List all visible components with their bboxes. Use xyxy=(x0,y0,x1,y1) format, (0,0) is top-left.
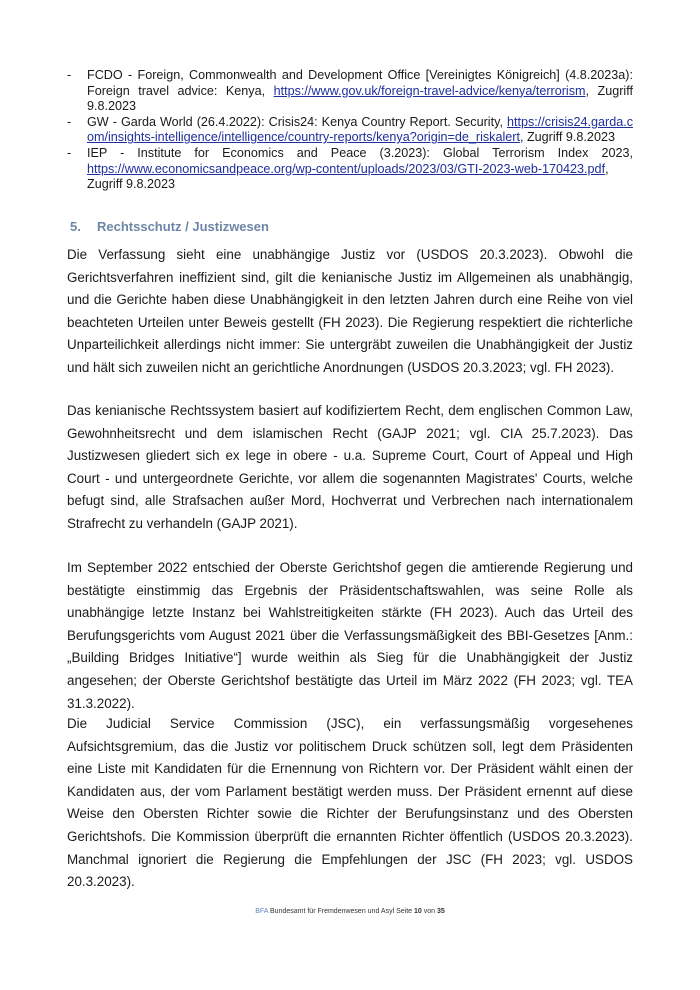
source-text: IEP - Institute for Economics and Peace (3.2023): Global Terrorism Index 2023, xyxy=(87,145,633,160)
body-paragraph: Das kenianische Rechtssystem basiert auf kodifiziertem Recht, dem englischen Common Law, Gewohnheitsrecht und dem islamischen Recht (GAJP 2021; vgl. CIA 25.7.2023). Das Justizwesen gliedert sich ex lege in obere - u.a. Supreme Court, Court of Appeal und High Court - und untergeordnete Gerichte, vor allem die sogenannten Magistrates' Courts, welche befugt sind, alle Strafsachen außer Mord, Hochverrat und Verbrechen nach internationalem Strafrecht zu verhandeln (GAJP 2021). xyxy=(67,403,633,531)
source-link[interactable]: https://www.economicsandpeace.org/wp-content/uploads/2023/03/GTI-2023-web-170423.pdf xyxy=(87,161,606,176)
source-text: FCDO - Foreign, Commonwealth and Development Office [Vereinigtes Königreich] (4.8.2023a): Foreign travel advice: Kenya, xyxy=(87,68,633,98)
bfa-logo: BFA xyxy=(255,908,269,915)
list-dash: - xyxy=(67,68,72,82)
footer-of: von xyxy=(421,908,437,915)
page-footer xyxy=(0,908,700,915)
page-number: 10 xyxy=(413,908,422,915)
source-item xyxy=(67,146,633,193)
access-date: , Zugriff 9.8.2023 xyxy=(87,161,609,192)
section-number: 5. xyxy=(70,219,81,234)
section-title: Rechtsschutz / Justizwesen xyxy=(97,219,269,234)
list-dash: - xyxy=(67,114,72,129)
section-heading xyxy=(70,219,269,234)
body-paragraph: Die Judicial Service Commission (JSC), ein verfassungsmäßig vorgesehenes Aufsichtsgremium, das die Justiz vor politischem Druck schützen soll, legt dem Präsidenten eine Liste mit Kandidaten für die Ernennung von Richtern vor. Der Präsident wählt einen der Kandidaten aus, der vom Parlament bestätigt werden muss. Der Präsident ernennt auf diese Weise den Obersten Richter sowie die Richter der Berufungsinstanz und des Obersten Gerichtshofs. Die Kommission überprüft die ernannten Richter öffentlich (USDOS 20.3.2023). Manchmal ignoriert die Regierung die Empfehlungen der JSC (FH 2023; vgl. USDOS 20.3.2023). xyxy=(67,716,633,890)
list-dash: - xyxy=(67,145,72,160)
footer-org: Bundesamt für Fremdenwesen und Asyl Seite xyxy=(268,908,414,915)
page-total: 35 xyxy=(436,908,445,915)
source-text: GW - Garda World (26.4.2022): Crisis24: Kenya Country Report. Security, xyxy=(87,114,507,129)
access-date: , Zugriff 9.8.2023 xyxy=(87,83,633,114)
source-item xyxy=(67,68,633,115)
access-date: , Zugriff 9.8.2023 xyxy=(519,130,615,145)
source-link[interactable]: https://www.gov.uk/foreign-travel-advice/kenya/terrorism xyxy=(273,83,586,98)
source-link[interactable]: https://crisis24.garda.com/insights-intelligence/intelligence/country-reports/kenya?origin=de_riskalert xyxy=(87,114,633,145)
body-paragraph: Die Verfassung sieht eine unabhängige Justiz vor (USDOS 20.3.2023). Obwohl die Gerichtsverfahren ineffizient sind, gilt die kenianische Justiz im Allgemeinen als unabhängig, und die Gerichte haben diese Unabhängigkeit in den letzten Jahren durch eine Reihe von viel beachteten Urteilen unter Beweis gestellt (FH 2023). Die Regierung respektiert die richterliche Unparteilichkeit allerdings nicht immer: Sie untergräbt zuweilen die Unabhängigkeit der Justiz und hält sich zuweilen nicht an gerichtliche Anordnungen (USDOS 20.3.2023; vgl. FH 2023). xyxy=(67,247,633,375)
source-item xyxy=(67,115,633,146)
body-paragraph: Im September 2022 entschied der Oberste Gerichtshof gegen die amtierende Regierung und bestätigte einstimmig das Ergebnis der Präsidentschaftswahlen, was seine Rolle als unabhängige letzte Instanz bei Wahlstreitigkeiten stärkte (FH 2023). Auch das Urteil des Berufungsgerichts vom August 2021 über die Verfassungsmäßigkeit des BBI-Gesetzes [Anm.: „Building Bridges Initiative“] wurde weithin als Sieg für die Unabhängigkeit der Justiz angesehen; der Oberste Gerichtshof bestätigte das Urteil im März 2022 (FH 2023; vgl. TEA 31.3.2022). xyxy=(67,560,633,711)
source-list xyxy=(67,68,633,193)
